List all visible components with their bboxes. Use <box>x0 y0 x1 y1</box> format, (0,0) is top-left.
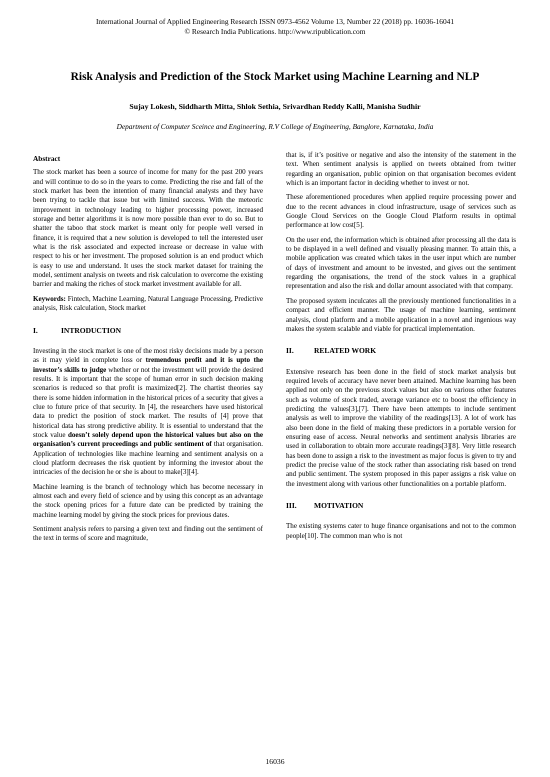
section-heading-introduction <box>33 326 263 335</box>
intro-paragraph-4: that is, if it’s positive or negative and also the intensity of the statement in the text. When sentiment analysis is applied on tweets obtained from twitter regarding an organisation, public opinion on that organisation becomes evident which is an important factor in deciding whether to invest or not. <box>286 151 516 188</box>
keywords <box>33 295 263 314</box>
page-number: 16036 <box>265 757 285 766</box>
related-work-paragraph: Extensive research has been done in the field of stock market analysis but required levels of accuracy have never been attained. Machine learning has been applied not only on the previous stock values but also on various other features such as volume of stock traded, average variance etc to boost the efficiency in predicting the values[3],[7]. There have been attempts to include sentiment analysis as well to improve the viability of the readings[13]. A lot of work has also been done in the field of making these predictors in a portable version for ensuring ease of access. Neural networks and sentiment analysis libraries are used in collaboration to obtain more accurate readings[3][8]. Very little research has been done to assign a risk to the investment as major focus is given to try and predict the precise value of the stock rather than associating risk based on trend and public sentiment. The system proposed in this paper assigns a risk value on the investment along with various other functionalities on a portable platform. <box>286 367 516 488</box>
section-title: MOTIVATION <box>314 501 364 510</box>
intro-paragraph-2: Machine learning is the branch of technology which has become necessary in almost each and every field of science and by using this concept as an advantage the stock opening prices for a future date can be predicted by training the machine learning model by giving the stock prices for previous dates. <box>33 482 263 519</box>
author-list: Sujay Lokesh, Siddharth Mitta, Shlok Sethia, Srivardhan Reddy Kalli, Manisha Sudhir <box>129 102 421 111</box>
text-run: Investing in the stock market is one of the most risky decisions made by a person as it may yield in complete loss or <box>33 346 263 365</box>
intro-paragraph-1 <box>33 347 263 478</box>
abstract-text: The stock market has been a source of income for many for the past 200 years and will continue to do so in the years to come. Predicting the rise and fall of the stock market has been the intention of many financial analysts and they have been trying to tackle that issue but with limited success. With the meteoric improvement in technology leading to higher processing power, increased storage and better algorithms it is now more possible than ever to do so. But to shatter the taboo that stock market is meant only for people well versed in finance, it is required that a new solution is developed to tell the interested user what is the risk associated and expected increase or decrease in value with respect to his or her investment. The proposed solution is an end product which is easy to use and understand. It uses the stock market dataset for training the model, sentiment analysis on tweets and risk calculation to overcome the existing barrier and making the riches of stock market investment available for all. <box>33 168 263 289</box>
bold-run: doesn’t solely depend upon the historical values but also on the organisation’s current proceedings and public sentiment of <box>33 430 263 449</box>
paper-title: Risk Analysis and Prediction of the Stock Market using Machine Learning and NLP <box>70 71 480 83</box>
affiliation: Department of Computer Sceince and Engineering, R.V College of Engineering, Banglore, Karnataka, India <box>116 122 434 131</box>
section-heading-related-work <box>286 346 516 355</box>
intro-paragraph-5: These aforementioned procedures when applied require processing power and due to the recent advances in cloud infrastructure, usage of services such as Google Cloud Services on the Google Cloud Platform results in optimal performance at low cost[5]. <box>286 193 516 230</box>
intro-paragraph-6: On the user end, the information which is obtained after processing all the data is to be displayed in a well defined and visually pleasing manner. To attain this, a mobile application was created which takes in the user input which are number of days of investment and amount to be invested, and gives out the sentiment regarding the organisations, the trend of the stock values in a graphical representation and also the risk and dollar amount associated with that company. <box>286 235 516 291</box>
left-column <box>33 154 263 549</box>
section-number: I. <box>33 325 38 335</box>
section-number: II. <box>286 346 294 356</box>
section-number: III. <box>286 501 297 510</box>
motivation-paragraph: The existing systems cater to huge finance organisations and not to the common people[10]. The common man who is not <box>286 522 516 540</box>
section-title: INTRODUCTION <box>61 325 122 335</box>
journal-publisher: © Research India Publications. http://www.ripublication.com <box>184 27 366 36</box>
abstract-heading: Abstract <box>33 154 61 163</box>
journal-header <box>0 17 550 37</box>
right-column <box>286 151 516 546</box>
intro-paragraph-3: Sentiment analysis refers to parsing a given text and finding out the sentiment of the text in terms of score and magnitude, <box>33 525 263 543</box>
journal-citation: International Journal of Applied Engineering Research ISSN 0973-4562 Volume 13, Number 22 (2018) pp. 16036-16041 <box>95 17 455 26</box>
section-title: RELATED WORK <box>314 346 377 356</box>
keywords-label: Keywords: <box>33 294 66 303</box>
keywords-text: Fintech, Machine Learning, Natural Language Processing, Predictive analysis, Risk calculation, Stock market <box>33 294 263 313</box>
section-heading-motivation <box>286 501 516 510</box>
text-run: whether or not the investment will provide the desired results. It is important that the scope of human error in such decision making scenarios is reduced so that profit is maximized[2]. The chartist theories say there is some hidden information in the historical prices of a security that gives a clue to future price of that security. In [4], the researchers have used historical data to predict the position of stock market. The results of [4] prove that historical data has strong predictive ability. It is essential to understand that the stock value <box>33 365 263 439</box>
intro-paragraph-7: The proposed system inculcates all the previously mentioned functionalities in a compact and efficient manner. The usage of machine learning, sentiment analysis, cloud platform and a mobile application in a novel and ingenious way makes the system scalable and viable for practical implementation. <box>286 296 516 333</box>
text-run: that organisation. Application of technologies like machine learning and sentiment analysis on a cloud platform decreases the risk quotient by informing the investor about the intricacies of the decision he or she is about to make[3][4]. <box>33 440 263 477</box>
bold-run: tremendous profit and it is upto the investor’s skills to judge <box>33 356 263 374</box>
